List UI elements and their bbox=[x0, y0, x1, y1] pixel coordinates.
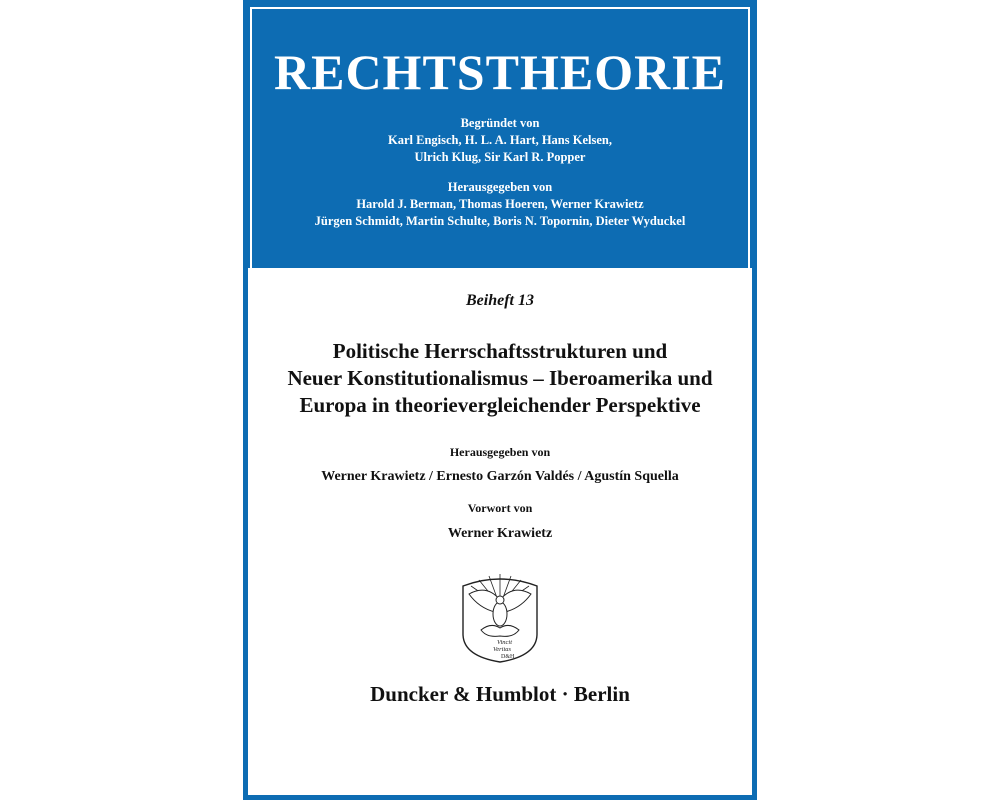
publisher-name: Duncker & Humblot · Berlin bbox=[370, 682, 630, 706]
founders-line-1: Karl Engisch, H. L. A. Hart, Hans Kelsen, bbox=[388, 133, 612, 147]
title-panel bbox=[248, 268, 752, 795]
series-editors-line-2: Jürgen Schmidt, Martin Schulte, Boris N. Topornin, Dieter Wyduckel bbox=[314, 214, 686, 228]
publisher-logo bbox=[457, 564, 543, 664]
founders-line-2: Ulrich Klug, Sir Karl R. Popper bbox=[414, 150, 586, 164]
series-title: RECHTSTHEORIE bbox=[273, 44, 726, 100]
book-title bbox=[248, 338, 752, 419]
supplement-number: Beiheft 13 bbox=[466, 292, 534, 309]
title-line-1: Politische Herrschaftsstrukturen und bbox=[332, 339, 668, 363]
founded-label: Begründet von bbox=[460, 116, 540, 130]
series-header bbox=[243, 0, 757, 265]
logo-initials: D&H bbox=[501, 654, 515, 660]
logo-motto-1: Vincit bbox=[497, 639, 513, 646]
foreword-label: Vorwort von bbox=[467, 501, 533, 515]
series-editors-label: Herausgegeben von bbox=[447, 180, 553, 194]
foreword-author: Werner Krawietz bbox=[447, 526, 553, 541]
title-line-3: Europa in theorievergleichender Perspektive bbox=[299, 393, 701, 417]
book-cover bbox=[243, 0, 757, 800]
book-editors-label: Herausgegeben von bbox=[449, 445, 551, 459]
founders-block bbox=[243, 115, 757, 166]
series-editors-block bbox=[243, 179, 757, 230]
series-editors-line-1: Harold J. Berman, Thomas Hoeren, Werner Krawietz bbox=[356, 197, 644, 211]
logo-motto-2: Veritas bbox=[493, 646, 512, 653]
title-line-2: Neuer Konstitutionalismus – Iberoamerika und bbox=[287, 366, 713, 390]
book-editors: Werner Krawietz / Ernesto Garzón Valdés / Agustín Squella bbox=[321, 469, 679, 484]
